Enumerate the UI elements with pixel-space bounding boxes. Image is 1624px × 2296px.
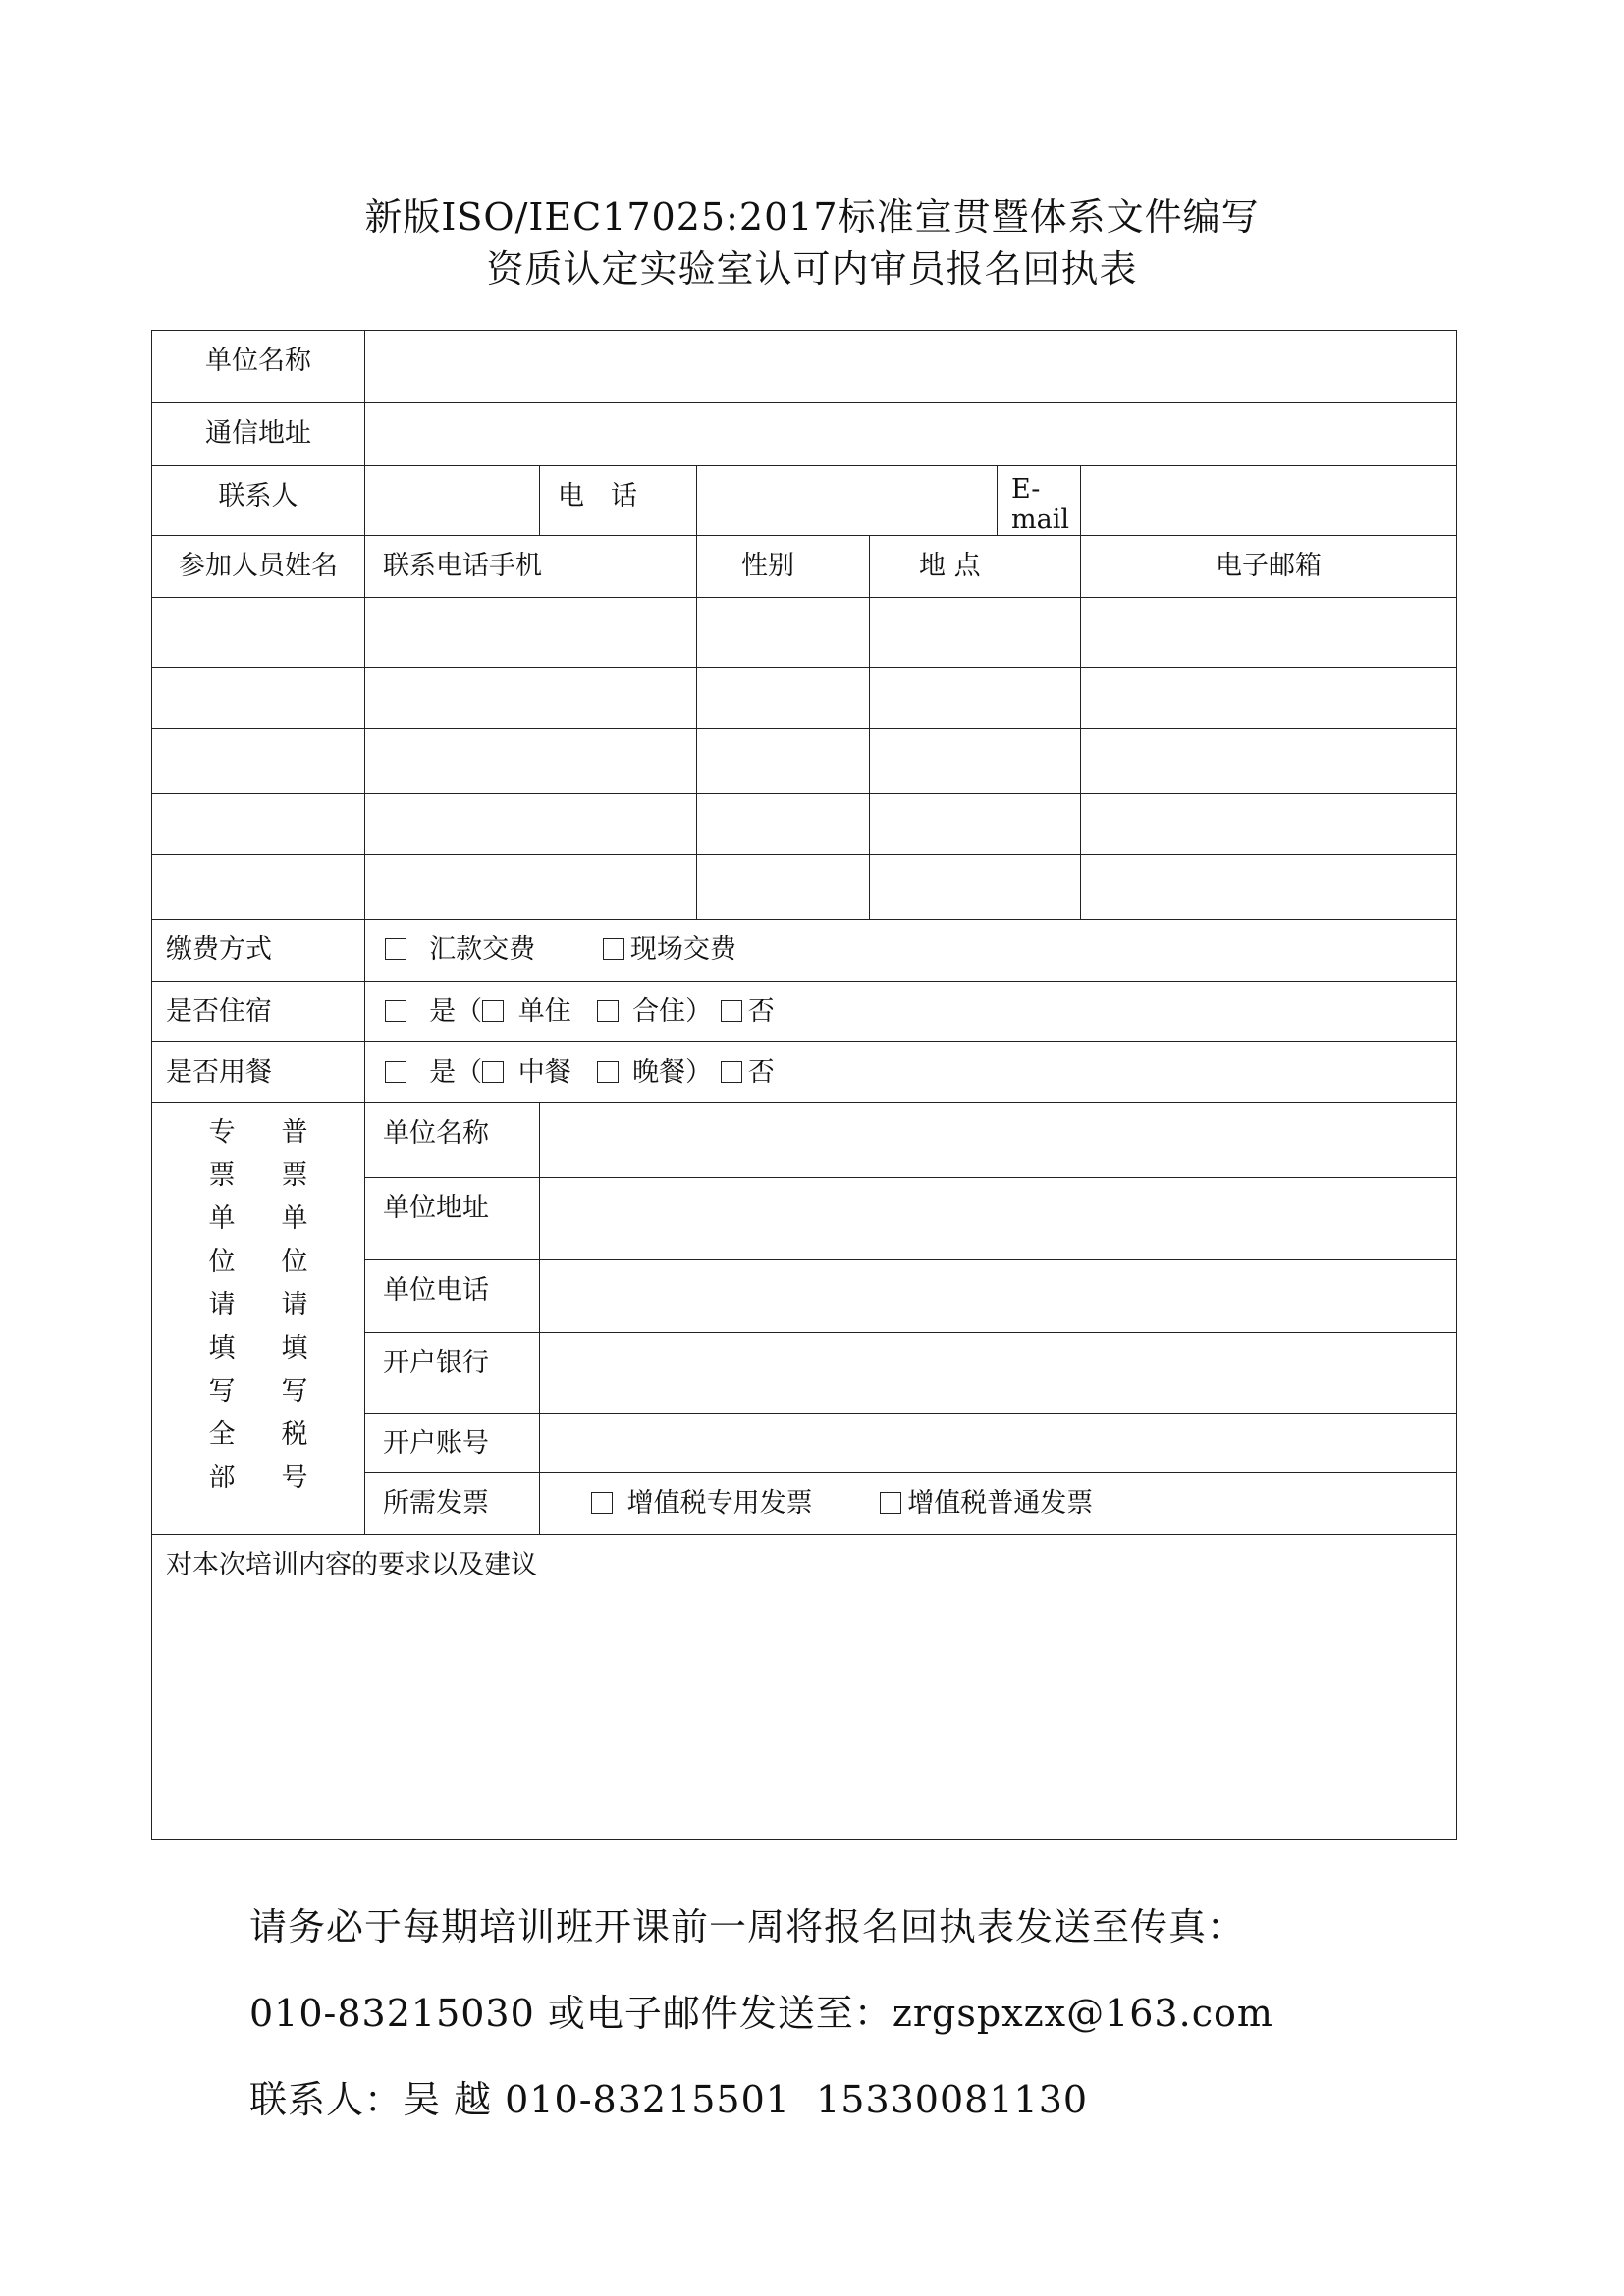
attendee-name-cell[interactable]	[152, 668, 365, 729]
shared-room-label: 合住）	[632, 996, 713, 1027]
attendee-location-cell[interactable]	[870, 668, 1081, 729]
invoice-unit-phone-field[interactable]	[540, 1260, 1457, 1333]
invoice-instruction	[152, 1103, 365, 1535]
invoice-unit-name-field[interactable]	[540, 1103, 1457, 1178]
attendee-email-header: 电子邮箱	[1081, 536, 1457, 598]
bank-field[interactable]	[540, 1333, 1457, 1414]
invoice-type-options	[540, 1473, 1457, 1535]
attendee-name-header: 参加人员姓名	[152, 536, 365, 598]
lodging-no-label: 否	[747, 996, 775, 1027]
attendee-email-cell[interactable]	[1081, 855, 1457, 920]
vat-special-checkbox[interactable]	[591, 1492, 613, 1514]
invoice-type-label: 所需发票	[365, 1473, 540, 1535]
attendee-row	[152, 855, 1457, 920]
account-label: 开户账号	[365, 1414, 540, 1473]
form-title-line2: 资质认定实验室认可内审员报名回执表	[486, 247, 1138, 291]
attendee-gender-cell[interactable]	[697, 794, 870, 855]
lodging-yes-label: 是（	[429, 996, 483, 1027]
form-title-line1: 新版ISO/IEC17025:2017标准宣贯暨体系文件编写	[364, 195, 1260, 239]
dinner-checkbox[interactable]	[597, 1061, 619, 1083]
email-label: E-mail	[998, 466, 1081, 536]
onsite-label: 现场交费	[629, 934, 736, 965]
attendee-phone-cell[interactable]	[365, 598, 697, 668]
attendee-gender-cell[interactable]	[697, 598, 870, 668]
account-field[interactable]	[540, 1414, 1457, 1473]
lodging-yes-checkbox[interactable]	[385, 1000, 406, 1022]
meals-no-label: 否	[747, 1057, 775, 1088]
attendee-phone-cell[interactable]	[365, 668, 697, 729]
footer-line1: 请务必于每期培训班开课前一周将报名回执表发送至传真：	[249, 1905, 1246, 1949]
lodging-no-checkbox[interactable]	[721, 1000, 742, 1022]
unit-name-label: 单位名称	[152, 331, 365, 403]
attendee-email-cell[interactable]	[1081, 598, 1457, 668]
meals-yes-label: 是（	[429, 1057, 483, 1088]
attendee-row	[152, 794, 1457, 855]
invoice-note-col1: 专 票 单 位 请 填 写 全 部	[208, 1117, 236, 1493]
attendee-location-cell[interactable]	[870, 794, 1081, 855]
lunch-checkbox[interactable]	[482, 1061, 504, 1083]
attendee-phone-cell[interactable]	[365, 729, 697, 794]
vat-normal-label: 增值税普通发票	[907, 1488, 1094, 1519]
attendee-email-cell[interactable]	[1081, 668, 1457, 729]
attendee-phone-cell[interactable]	[365, 855, 697, 920]
registration-form-table	[151, 330, 1457, 1840]
meals-options	[365, 1042, 1457, 1103]
attendee-email-cell[interactable]	[1081, 729, 1457, 794]
meals-no-checkbox[interactable]	[721, 1061, 742, 1083]
lodging-label: 是否住宿	[152, 982, 365, 1042]
remit-label: 汇款交费	[429, 934, 536, 965]
attendee-phone-cell[interactable]	[365, 794, 697, 855]
single-room-checkbox[interactable]	[482, 1000, 504, 1022]
payment-label: 缴费方式	[152, 920, 365, 982]
single-room-label: 单住	[517, 996, 571, 1027]
remit-checkbox[interactable]	[385, 938, 406, 960]
attendee-location-header: 地 点	[870, 536, 1081, 598]
attendee-gender-cell[interactable]	[697, 729, 870, 794]
footer-line2: 010-83215030 或电子邮件发送至：zrgspxzx@163.com	[249, 1992, 1273, 2035]
lunch-label: 中餐	[517, 1057, 571, 1088]
attendee-phone-header: 联系电话手机	[365, 536, 697, 598]
invoice-note-col2: 普 票 单 位 请 填 写 税 号	[281, 1117, 308, 1493]
contact-label: 联系人	[152, 466, 365, 536]
contact-field[interactable]	[365, 466, 540, 536]
bank-label: 开户银行	[365, 1333, 540, 1414]
attendee-gender-cell[interactable]	[697, 668, 870, 729]
vat-special-label: 增值税专用发票	[626, 1488, 813, 1519]
attendee-gender-cell[interactable]	[697, 855, 870, 920]
invoice-unit-address-label: 单位地址	[365, 1178, 540, 1260]
onsite-checkbox[interactable]	[603, 938, 624, 960]
meals-yes-checkbox[interactable]	[385, 1061, 406, 1083]
attendee-name-cell[interactable]	[152, 729, 365, 794]
attendee-row	[152, 598, 1457, 668]
email-field[interactable]	[1081, 466, 1457, 536]
suggestion-area[interactable]	[152, 1535, 1457, 1840]
footer-line3: 联系人：吴 越 010-83215501 15330081130	[249, 2078, 1089, 2121]
address-label: 通信地址	[152, 403, 365, 466]
suggestion-label: 对本次培训内容的要求以及建议	[166, 1550, 537, 1580]
vat-normal-checkbox[interactable]	[880, 1492, 901, 1514]
address-field[interactable]	[365, 403, 1457, 466]
attendee-name-cell[interactable]	[152, 855, 365, 920]
invoice-unit-name-label: 单位名称	[365, 1103, 540, 1178]
attendee-row	[152, 668, 1457, 729]
attendee-name-cell[interactable]	[152, 598, 365, 668]
attendee-name-cell[interactable]	[152, 794, 365, 855]
attendee-location-cell[interactable]	[870, 855, 1081, 920]
invoice-unit-address-field[interactable]	[540, 1178, 1457, 1260]
attendee-location-cell[interactable]	[870, 598, 1081, 668]
unit-name-field[interactable]	[365, 331, 1457, 403]
attendee-gender-header: 性别	[697, 536, 870, 598]
shared-room-checkbox[interactable]	[597, 1000, 619, 1022]
attendee-location-cell[interactable]	[870, 729, 1081, 794]
attendee-email-cell[interactable]	[1081, 794, 1457, 855]
lodging-options	[365, 982, 1457, 1042]
meals-label: 是否用餐	[152, 1042, 365, 1103]
invoice-unit-phone-label: 单位电话	[365, 1260, 540, 1333]
phone-label: 电 话	[540, 466, 697, 536]
phone-field[interactable]	[697, 466, 998, 536]
dinner-label: 晚餐）	[632, 1057, 713, 1088]
attendee-row	[152, 729, 1457, 794]
payment-options	[365, 920, 1457, 982]
